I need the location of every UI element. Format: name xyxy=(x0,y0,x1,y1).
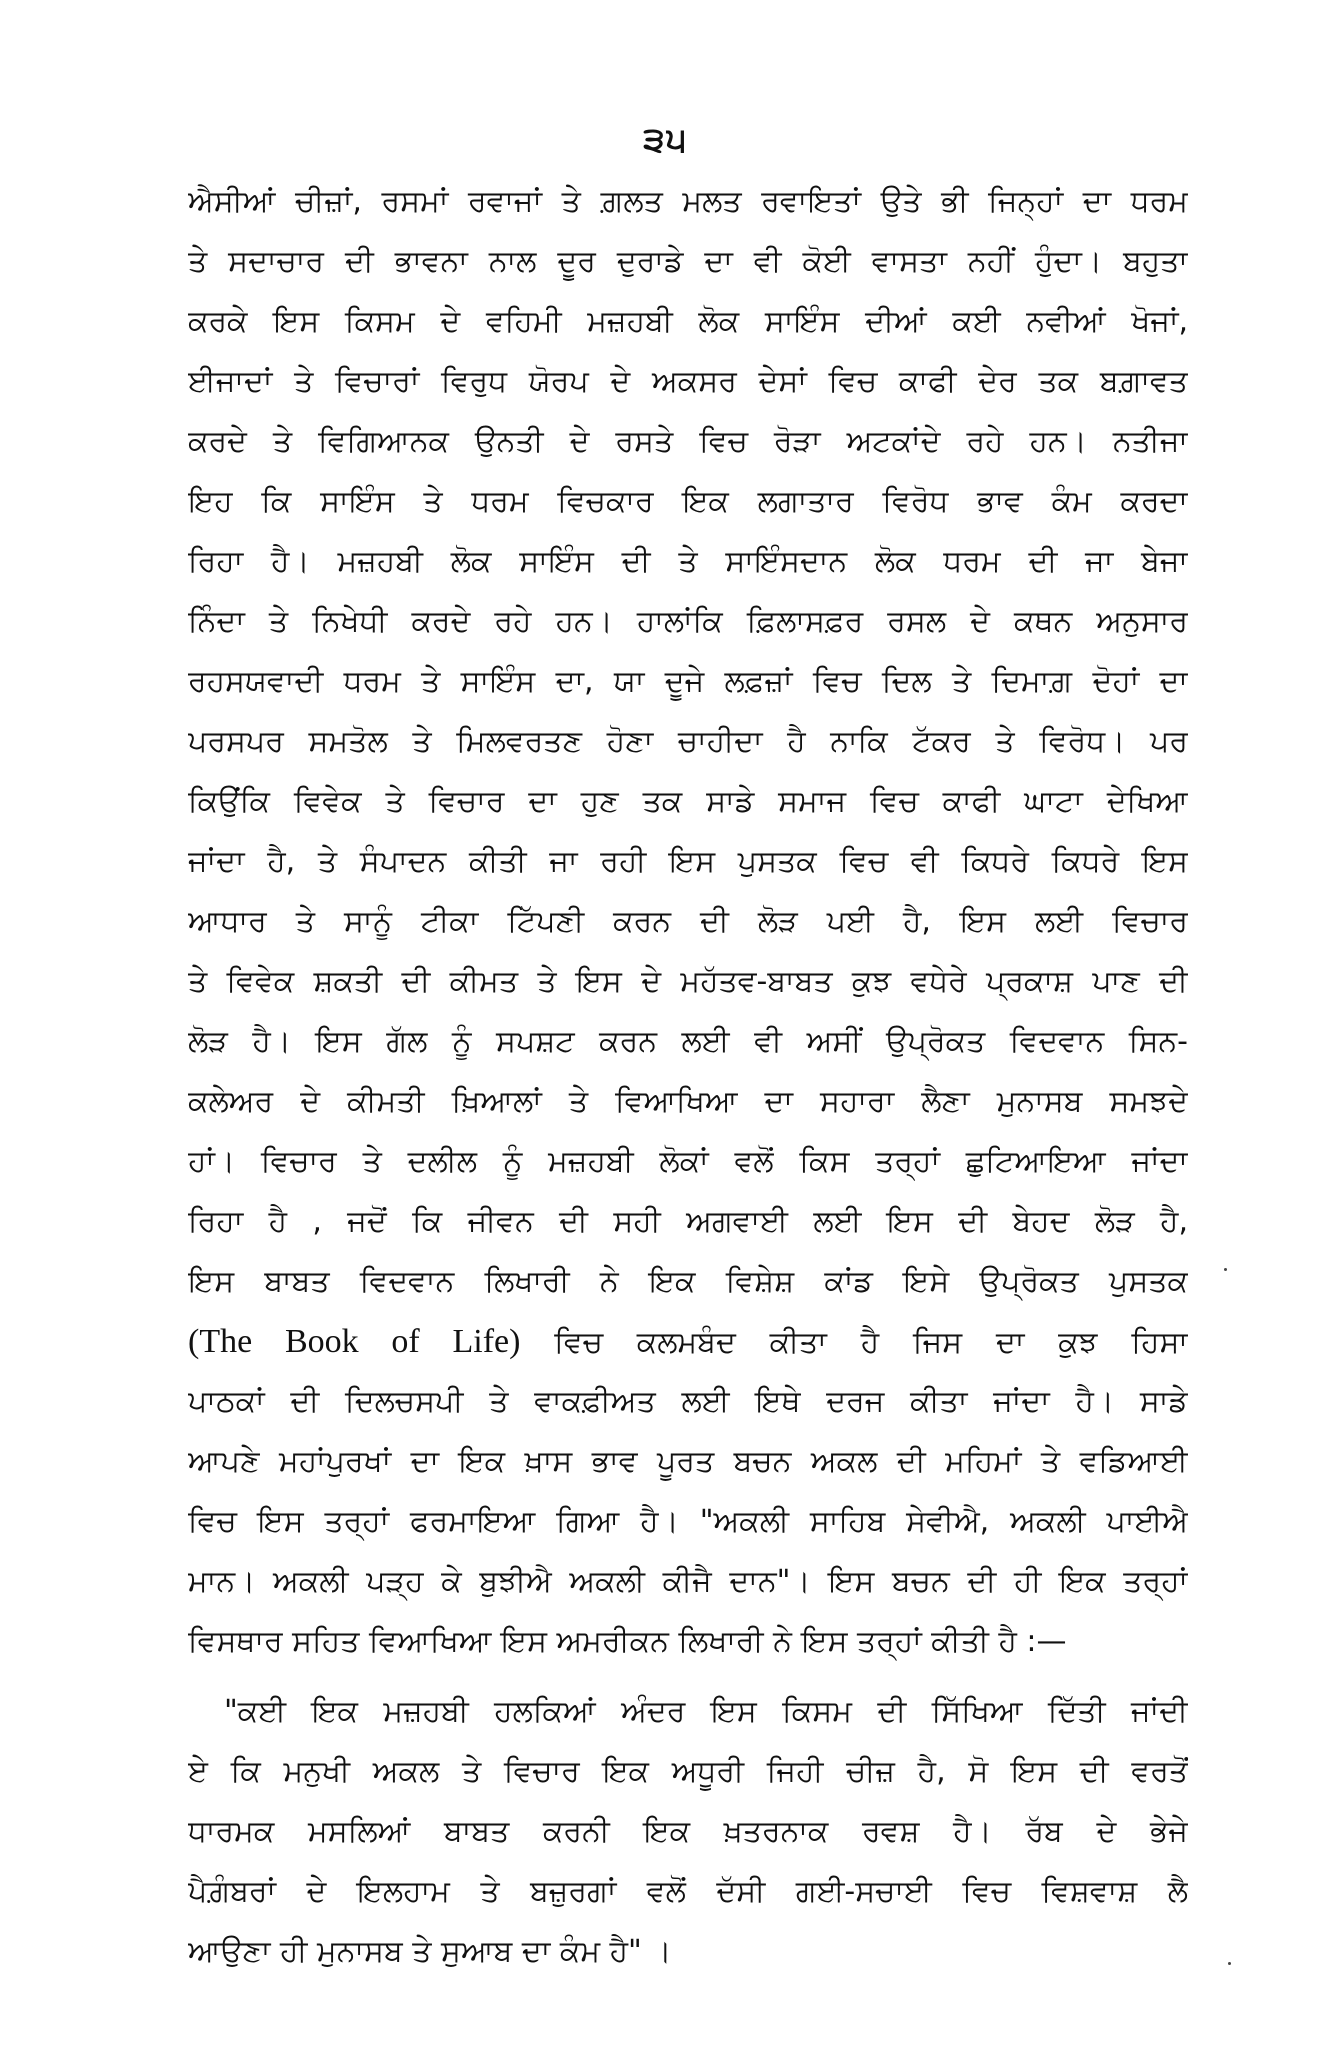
text-line: ਰਿਹਾ ਹੈ , ਜਦੋਂ ਕਿ ਜੀਵਨ ਦੀ ਸਹੀ ਅਗਵਾਈ ਲਈ ਇਸ ਦੀ ਬੇਹਦ ਲੋੜ ਹੈ, xyxy=(188,1204,1188,1239)
text-line: ਤੇ ਵਿਵੇਕ ਸ਼ਕਤੀ ਦੀ ਕੀਮਤ ਤੇ ਇਸ ਦੇ ਮਹੱਤਵ-ਬਾਬਤ ਕੁਝ ਵਧੇਰੇ ਪ੍ਰਕਾਸ਼ ਪਾਣ ਦੀ xyxy=(188,964,1188,999)
text-line: ਇਸ ਬਾਬਤ ਵਿਦਵਾਨ ਲਿਖਾਰੀ ਨੇ ਇਕ ਵਿਸ਼ੇਸ਼ ਕਾਂਡ ਇਸੇ ਉਪ੍ਰੋਕਤ ਪੁਸਤਕ xyxy=(188,1264,1188,1299)
quote-line: "ਕਈ ਇਕ ਮਜ਼ਹਬੀ ਹਲਕਿਆਂ ਅੰਦਰ ਇਸ ਕਿਸਮ ਦੀ ਸਿੱਖਿਆ ਦਿੱਤੀ ਜਾਂਦੀ xyxy=(224,1694,1188,1729)
text-line: ਰਹਸਯਵਾਦੀ ਧਰਮ ਤੇ ਸਾਇੰਸ ਦਾ, ਯਾ ਦੂਜੇ ਲਫ਼ਜ਼ਾਂ ਵਿਚ ਦਿਲ ਤੇ ਦਿਮਾਗ਼ ਦੋਹਾਂ ਦਾ xyxy=(188,664,1188,699)
scan-speck xyxy=(1224,1268,1227,1271)
text-line: ਮਾਨ। ਅਕਲੀ ਪੜ੍ਹ ਕੇ ਬੁਝੀਐ ਅਕਲੀ ਕੀਜੈ ਦਾਨ"। ਇਸ ਬਚਨ ਦੀ ਹੀ ਇਕ ਤਰ੍ਹਾਂ xyxy=(188,1564,1188,1599)
book-title-line xyxy=(188,1312,1188,1372)
text-line: ਤੇ ਸਦਾਚਾਰ ਦੀ ਭਾਵਨਾ ਨਾਲ ਦੂਰ ਦੁਰਾਡੇ ਦਾ ਵੀ ਕੋਈ ਵਾਸਤਾ ਨਹੀਂ ਹੁੰਦਾ। ਬਹੁਤਾ xyxy=(188,244,1188,279)
text-line: ਕਰਕੇ ਇਸ ਕਿਸਮ ਦੇ ਵਹਿਮੀ ਮਜ਼ਹਬੀ ਲੋਕ ਸਾਇੰਸ ਦੀਆਂ ਕਈ ਨਵੀਆਂ ਖੋਜਾਂ, xyxy=(188,304,1188,339)
text-line: ਕਿਉਂਕਿ ਵਿਵੇਕ ਤੇ ਵਿਚਾਰ ਦਾ ਹੁਣ ਤਕ ਸਾਡੇ ਸਮਾਜ ਵਿਚ ਕਾਫੀ ਘਾਟਾ ਦੇਖਿਆ xyxy=(188,784,1188,819)
text-line: ਨਿੰਦਾ ਤੇ ਨਿਖੇਧੀ ਕਰਦੇ ਰਹੇ ਹਨ। ਹਾਲਾਂਕਿ ਫ਼ਿਲਾਸਫ਼ਰ ਰਸਲ ਦੇ ਕਥਨ ਅਨੁਸਾਰ xyxy=(188,604,1188,639)
page-number: ੩੫ xyxy=(643,120,689,160)
scan-speck xyxy=(1228,1962,1231,1965)
text-line: ਜਾਂਦਾ ਹੈ, ਤੇ ਸੰਪਾਦਨ ਕੀਤੀ ਜਾ ਰਹੀ ਇਸ ਪੁਸਤਕ ਵਿਚ ਵੀ ਕਿਧਰੇ ਕਿਧਰੇ ਇਸ xyxy=(188,844,1188,879)
text-line: ਕਲੇਅਰ ਦੇ ਕੀਮਤੀ ਖ਼ਿਆਲਾਂ ਤੇ ਵਿਆਖਿਆ ਦਾ ਸਹਾਰਾ ਲੈਣਾ ਮੁਨਾਸਬ ਸਮਝਦੇ xyxy=(188,1084,1188,1119)
text-line: ਪਰਸਪਰ ਸਮਤੋਲ ਤੇ ਮਿਲਵਰਤਣ ਹੋਣਾ ਚਾਹੀਦਾ ਹੈ ਨਾਕਿ ਟੱਕਰ ਤੇ ਵਿਰੋਧ। ਪਰ xyxy=(188,724,1188,759)
text-line: ਕਰਦੇ ਤੇ ਵਿਗਿਆਨਕ ਉਨਤੀ ਦੇ ਰਸਤੇ ਵਿਚ ਰੋੜਾ ਅਟਕਾਂਦੇ ਰਹੇ ਹਨ। ਨਤੀਜਾ xyxy=(188,424,1188,459)
text-line: ਵਿਸਥਾਰ ਸਹਿਤ ਵਿਆਖਿਆ ਇਸ ਅਮਰੀਕਨ ਲਿਖਾਰੀ ਨੇ ਇਸ ਤਰ੍ਹਾਂ ਕੀਤੀ ਹੈ :— xyxy=(188,1624,1067,1659)
text-line: ਆਪਣੇ ਮਹਾਂਪੁਰਖਾਂ ਦਾ ਇਕ ਖ਼ਾਸ ਭਾਵ ਪੂਰਤ ਬਚਨ ਅਕਲ ਦੀ ਮਹਿਮਾਂ ਤੇ ਵਡਿਆਈ xyxy=(188,1444,1188,1479)
text-line: ਆਧਾਰ ਤੇ ਸਾਨੂੰ ਟੀਕਾ ਟਿੱਪਣੀ ਕਰਨ ਦੀ ਲੋੜ ਪਈ ਹੈ, ਇਸ ਲਈ ਵਿਚਾਰ xyxy=(188,904,1188,939)
text-line: ਲੋੜ ਹੈ। ਇਸ ਗੱਲ ਨੂੰ ਸਪਸ਼ਟ ਕਰਨ ਲਈ ਵੀ ਅਸੀਂ ਉਪ੍ਰੋਕਤ ਵਿਦਵਾਨ ਸਿਨ- xyxy=(188,1024,1188,1059)
paragraph-spacer xyxy=(188,1672,1188,1682)
book-title-english: (The Book of Life) xyxy=(188,1323,521,1360)
text-line: ਐਸੀਆਂ ਚੀਜ਼ਾਂ, ਰਸਮਾਂ ਰਵਾਜਾਂ ਤੇ ਗ਼ਲਤ ਮਲਤ ਰਵਾਇਤਾਂ ਉਤੇ ਭੀ ਜਿਨ੍ਹਾਂ ਦਾ ਧਰਮ xyxy=(188,184,1188,219)
body-text xyxy=(188,172,1188,1982)
quote-line: ਪੈਗ਼ੰਬਰਾਂ ਦੇ ਇਲਹਾਮ ਤੇ ਬਜ਼ੁਰਗਾਂ ਵਲੋਂ ਦੱਸੀ ਗਈ-ਸਚਾਈ ਵਿਚ ਵਿਸ਼ਵਾਸ਼ ਲੈ xyxy=(188,1874,1188,1909)
text-line: ਹਾਂ। ਵਿਚਾਰ ਤੇ ਦਲੀਲ ਨੂੰ ਮਜ਼ਹਬੀ ਲੋਕਾਂ ਵਲੋਂ ਕਿਸ ਤਰ੍ਹਾਂ ਛੁਟਿਆਇਆ ਜਾਂਦਾ xyxy=(188,1144,1188,1179)
text-line: ਈਜਾਦਾਂ ਤੇ ਵਿਚਾਰਾਂ ਵਿਰੁਧ ਯੋਰਪ ਦੇ ਅਕਸਰ ਦੇਸਾਂ ਵਿਚ ਕਾਫੀ ਦੇਰ ਤਕ ਬਗ਼ਾਵਤ xyxy=(188,364,1188,399)
text-line: ਰਿਹਾ ਹੈ। ਮਜ਼ਹਬੀ ਲੋਕ ਸਾਇੰਸ ਦੀ ਤੇ ਸਾਇੰਸਦਾਨ ਲੋਕ ਧਰਮ ਦੀ ਜਾ ਬੇਜਾ xyxy=(188,544,1188,579)
quote-line: ਆਉਣਾ ਹੀ ਮੁਨਾਸਬ ਤੇ ਸੁਆਬ ਦਾ ਕੰਮ ਹੈ" । xyxy=(188,1934,672,1969)
text-line: ਪਾਠਕਾਂ ਦੀ ਦਿਲਚਸਪੀ ਤੇ ਵਾਕਫ਼ੀਅਤ ਲਈ ਇਥੇ ਦਰਜ ਕੀਤਾ ਜਾਂਦਾ ਹੈ। ਸਾਡੇ xyxy=(188,1384,1188,1419)
quote-line: ਏ ਕਿ ਮਨੁਖੀ ਅਕਲ ਤੇ ਵਿਚਾਰ ਇਕ ਅਧੂਰੀ ਜਿਹੀ ਚੀਜ਼ ਹੈ, ਸੋ ਇਸ ਦੀ ਵਰਤੋਂ xyxy=(188,1754,1188,1789)
text-line: ਇਹ ਕਿ ਸਾਇੰਸ ਤੇ ਧਰਮ ਵਿਚਕਾਰ ਇਕ ਲਗਾਤਾਰ ਵਿਰੋਧ ਭਾਵ ਕੰਮ ਕਰਦਾ xyxy=(188,484,1188,519)
book-title-punjabi: ਵਿਚ ਕਲਮਬੰਦ ਕੀਤਾ ਹੈ ਜਿਸ ਦਾ ਕੁਝ ਹਿਸਾ xyxy=(520,1325,1188,1360)
text-line: ਵਿਚ ਇਸ ਤਰ੍ਹਾਂ ਫਰਮਾਇਆ ਗਿਆ ਹੈ। "ਅਕਲੀ ਸਾਹਿਬ ਸੇਵੀਐ, ਅਕਲੀ ਪਾਈਐ xyxy=(188,1504,1188,1539)
quote-line: ਧਾਰਮਕ ਮਸਲਿਆਂ ਬਾਬਤ ਕਰਨੀ ਇਕ ਖ਼ਤਰਨਾਕ ਰਵਸ਼ ਹੈ। ਰੱਬ ਦੇ ਭੇਜੇ xyxy=(188,1814,1188,1849)
